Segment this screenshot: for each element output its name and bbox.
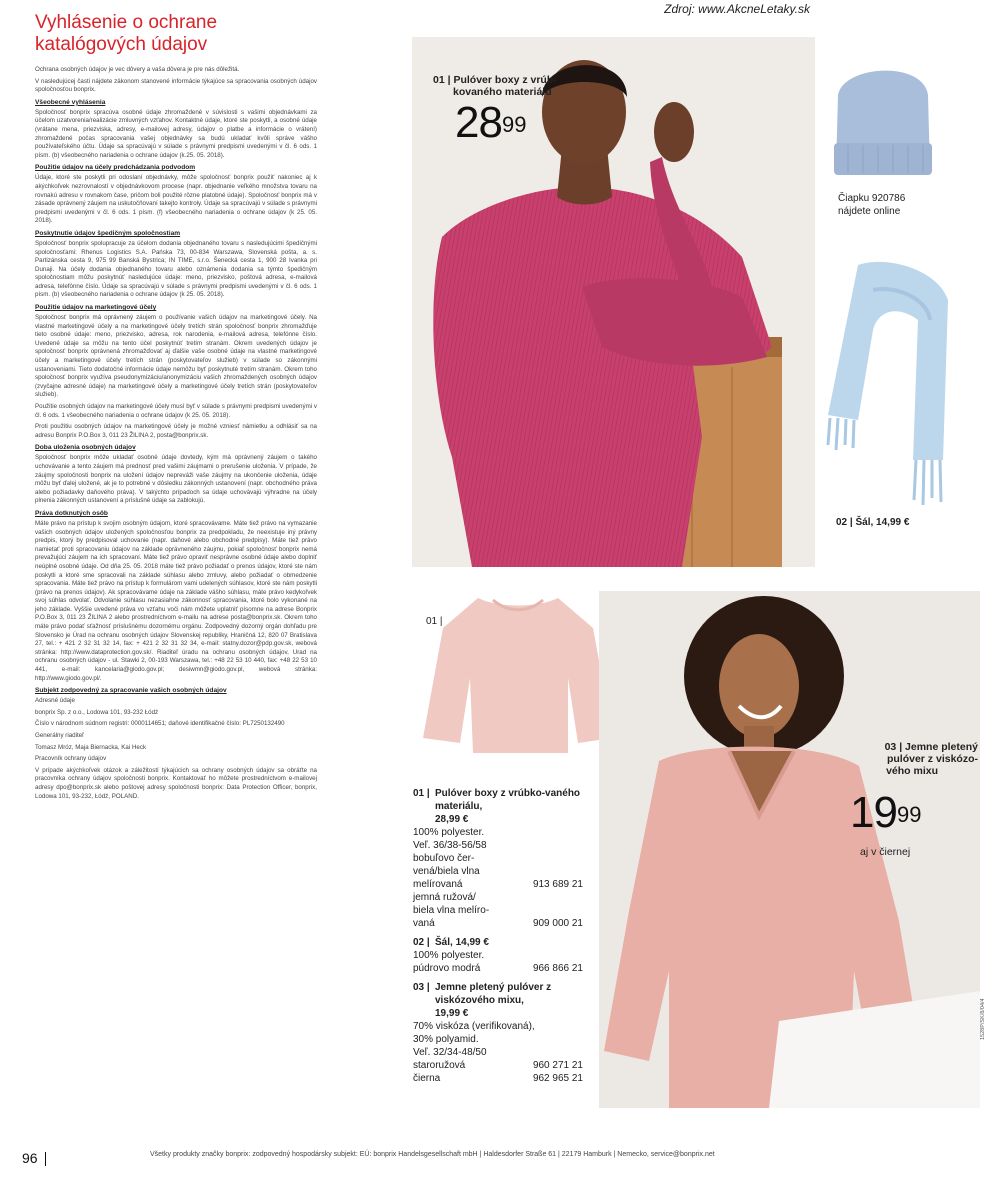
page-number: 96 bbox=[22, 1150, 38, 1166]
beanie-image bbox=[828, 55, 938, 190]
section-heading: Práva dotknutých osôb bbox=[35, 509, 108, 517]
section-paragraph: bonprix Sp. z o.o., Lodowa 101, 93-232 Łódź bbox=[35, 708, 159, 716]
section-paragraph: V prípade akýchkoľvek otázok a záležitostí týkajúcich sa ochrany osobných údajov sa obráťte na pracovníka ochrany údajov spoločnosti bonprix. Kontaktovať ho môžete prostredníctvom e-mailovej adresy dpo@bonprix.sk alebo poštovej adresy spoločnosti bonprix: Data Protection Officer, bonprix, Lodowa 101, 93-232, Łódź, POLAND. bbox=[35, 766, 317, 800]
section-paragraph: Použitie osobných údajov na marketingové účely musí byť v súlade s právnymi predpismi uvedenými v čl. 6 ods. 1 všeobecného nariadenia o ochrane údajov (k 25. 05. 2018). bbox=[35, 403, 317, 419]
section-paragraph: Proti použitiu osobných údajov na marketingové účely je možné vzniesť námietku a odhlásiť sa na adresu Bonprix P.O.Box 3, 011 23 ŽILINA 2, posta@bonprix.sk. bbox=[35, 423, 317, 439]
model-photo-pink-vneck bbox=[599, 591, 980, 1108]
section-paragraph: Číslo v národnom súdnom registri: 0000114651; daňové identifikačné číslo: PL7250132490 bbox=[35, 720, 285, 728]
product3-price: $19^{99}$ bbox=[850, 788, 922, 837]
product-detail-item: 01 | Pulóver boxy z vrúbko-vaného materiálu, 28,99 € 100% polyester. Veľ. 36/38-56/58 bobuľovo čer- vená/biela vlna melírovaná 913 689 21 jemná ružová/ biela vlna melíro- vaná 909 000 21 bbox=[413, 788, 583, 929]
section-paragraph: Spoločnosť bonprix má oprávnený záujem o používanie vašich údajov na marketingové účely. Na vlastné marketingové účely a na marketingové účely tretích strán spoločnosť bonprix zhromažďuje tieto osobné údaje: meno, priezvisko, adresa, rok narodenia, e-mailová adresa, telefónne číslo. Uvedené údaje sa môžu na tento účel poskytnúť tretím stranám. Okrem uvedených údajov je spoločnosť bonprix oprávnená zhromažďovať aj ďalšie vaše osobné údaje na vlastné marketingové účely a marketingové účely tretích strán (poskytovateľov služieb) v súlade so zákonnými ustanoveniami. Tieto dodatočné informácie údaje nemôžu byť poskytnuté tretím stranám. Okrem toho spoločnosť bonprix využíva pseudonymizáciu/anonymizáciu vašich zhromaždených osobných údajov (zvyčajne adresné údaje) na marketingové účely a marketingové účely tretích strán (poskytovateľov služieb). bbox=[35, 314, 317, 399]
privacy-notice bbox=[35, 12, 317, 804]
section-paragraph: Spoločnosť bonprix spolupracuje za účelom dodania objednaného tovaru s nasledujúcimi špedičnými spoločnosťami: Rhenus Logistics S.A. Pańska 73, 00-834 Warszawa, Slovenská pošta, a. s. Partizánska cesta 9, 975 99 Banská Bystrica; IN TIME, s.r.o. Šenecká cesta 1, 900 28 Ivanka pri Dunaji. Na účely dodania objednaného tovaru alebo oznámenia dodania sa týmto špedičným spoločnostiam môžu poskytnúť nasledujúce údaje: meno, priezvisko, poštová adresa, e-mailová adresa, telefónne číslo. Údaje sa spracúvajú v súlade s právnymi predpismi uvedenými v čl. 6 ods. 1 písm. (b) všeobecného nariadenia o ochrane údajov (k 25. 05. 2018). bbox=[35, 239, 317, 299]
intro-paragraph: Ochrana osobných údajov je vec dôvery a vaša dôvera je pre nás dôležitá. bbox=[35, 66, 240, 73]
section-heading: Použitie údajov na marketingové účely bbox=[35, 304, 157, 312]
scarf-caption: 02 | Šál, 14,99 € bbox=[836, 517, 910, 528]
section-paragraph: Tomasz Mróz, Maja Biernacka, Kai Heck bbox=[35, 743, 147, 751]
color-note: aj v čiernej bbox=[860, 846, 911, 858]
source-watermark: Zdroj: www.AkcneLetaky.sk bbox=[664, 2, 810, 16]
flat-pink-sweater-image bbox=[418, 588, 618, 758]
beanie-caption: Čiapku 920786 nájdete online bbox=[838, 193, 906, 217]
section-paragraph: Údaje, ktoré ste poskytli pri odoslaní objednávky, môže spoločnosť bonprix použiť nakoniec aj k akýchkoľvek nezrovnalostí v objednávkovom procese (napr. objednanie veľkého množstva tovaru na rovnakú adresu v rovnakom čase, pričom boli použité rôzne platobné údaje). Spoločnosť bonprix má v zásade oprávnený záujem na uskutočňovaní takejto kontroly. Údaje sa spracúvajú v súlade s právnymi predpismi uvedenými v čl. 6 ods. 1 písm. (f) všeobecného nariadenia o ochrane údajov (k 25. 05. 2018). bbox=[35, 174, 317, 225]
section-paragraph: Adresné údaje bbox=[35, 697, 75, 705]
product-detail-item: 03 | Jemne pletený pulóver z viskózového mixu, 19,99 € 70% viskóza (verifikovaná), 30% polyamid. Veľ. 32/34-48/50 staroružová 960 271 21 čierna 962 965 21 bbox=[413, 982, 583, 1084]
product1-price: $28^{99}$ bbox=[455, 98, 527, 147]
section-heading: Použitie údajov na účely predchádzania podvodom bbox=[35, 164, 196, 172]
section-paragraph: Spoločnosť bonprix spracúva osobné údaje zhromaždené v súvislosti s vašimi objednávkami za účelom uzatvorenia/realizácie zmluvných vzťahov. Kontaktné údaje, ktoré ste poskytli, a osobné údaje (vrátane mena, priezviska, adresy, e-mailovej adresy, údajov o platbe a informácie o vrátení) zhromaždené počas spracovania vašej objednávky sa budú ukladať kvôli správe vášho používateľského účtu. Údaje sa spracúvajú v súlade s právnymi predpismi uvedenými v čl. 6 ods. 1 písm. (b) všeobecného nariadenia o ochrane údajov (k.25. 05. 2018). bbox=[35, 108, 317, 159]
scarf-image bbox=[818, 260, 958, 510]
section-heading: Subjekt zodpovedný za spracovanie vašich osobných údajov bbox=[35, 687, 227, 695]
section-paragraph: Generálny riaditeľ bbox=[35, 732, 84, 739]
footer-legal-text: Všetky produkty značky bonprix: zodpovedný hospodársky subjekt: EÚ: bonprix Handelsgesellschaft mbH | Haldesdorfer Straße 61 | 22179 Hamburk | Nemecko, service@bonprix.net bbox=[150, 1151, 715, 1158]
section-heading: Poskytnutie údajov špedičným spoločnostiam bbox=[35, 229, 181, 237]
product1-price-tag: 01 | Pulóver boxy z vrúb- kovaného materiálu $28^{99}$ bbox=[433, 74, 557, 147]
section-paragraph: Pracovník ochrany údajov bbox=[35, 755, 107, 763]
section-heading: Všeobecné vyhlásenia bbox=[35, 98, 106, 106]
privacy-title: Vyhlásenie o ochrane katalógových údajov bbox=[35, 12, 218, 55]
section-paragraph: Máte právo na prístup k svojim osobným údajom, ktoré spracovávame. Máte tiež právo na vymazanie vašich osobných údajov uložených spoločnosťou bonprix za predpokladu, že neexistuje iný právny predpis, ktorý by predpisoval uchovanie (napr. daňové alebo obchodné predpisy). Máte tiež právo namietať proti spracovaniu údajov na základe oprávneného záujmu, pokiaľ spoločnosť bonprix nemá prevažujúci záujem na ich spracovaní. Máte tiež právo opraviť nesprávne osobné údaje alebo doplniť neúplné osobné údaje. Od dňa 25. 05. 2018 máte tiež právo požiadať o prenos údajov, ktoré ste nám poskytli a ktoré sme spracovali na základe súhlasu alebo zmluvy, alebo požiadať o obmedzenie spracovania. Máte tiež právo na prístup k formulárom vami udelených súhlasov, ktoré ste nám poskytli (právo na prenos údajov). Ak spracovávame údaje na základe vášho súhlasu, máte právo kedykoľvek svoj súhlas odvolať. Odvolanie súhlasu nezasiahne zákonnosť spracovania, ktoré bolo vykonané na jeho základe. Vyššie uvedené práva vo vzťahu voči nám môžete uplatniť písomne na adrese Bonprix P.O.Box 3, 011 23 ŽILINA 2 alebo prostredníctvom e-mailu na adrese posta@bonprix.sk. Okrem toho máte právo podať sťažnosť príslušnému dozornému orgánu. Zodpovedný dozorný orgán dohľadu pre Slovensko je Úrad na ochranu osobných údajov Slovenskej republiky, Hraničná 12, 820 07 Bratislava 27, tel.: + 421 2 32 31 32 14, fax: + 421 2 32 31 32 34, e-mail: statny.dozor@pdp.gov.sk, webová stránka: http://www.dataprotection.gov.sk/. Riaditeľ úradu na ochranu osobných údajov, Urad na ochranu osobných údajov - ul. Stawki 2, 00-193 Warszawa, tel.: +48 22 53 10 440, fax: +48 22 53 10 441, e-mail: kancelaria@giodo.gov.pl; desiwmn@giodo.gov.pl, webová stránka: http://www.giodo.gov.pl/. bbox=[35, 519, 317, 682]
catalog-code: 1528P/SK/8/04/4 bbox=[980, 998, 986, 1040]
intro-paragraph: V nasledujúcej časti nájdete zákonom stanovené informácie týkajúce sa spracovania osobných údajov spoločnosťou bonprix. bbox=[35, 77, 317, 94]
product-details-list bbox=[413, 787, 583, 1091]
section-heading: Doba uloženia osobných údajov bbox=[35, 444, 136, 452]
product3-price-tag: 03 | Jemne pletený pulóver z viskózo- vého mixu bbox=[884, 741, 978, 777]
flat-sweater-badge: 01 | bbox=[426, 616, 443, 627]
section-paragraph: Spoločnosť bonprix môže ukladať osobné údaje dovtedy, kým má oprávnený záujem o takého uchovávanie a tento záujem má prednosť pred vašimi záujmami o prerušenie uloženia. V prípade, že záujmy spoločnosti bonprix na uložení údajov nepreváži vaše záujmy na ukončenie uloženia, údaje môžu byť ďalej uložené, ak je to potrebné v dôsledku zákonných ustanovení (napr. obchodného práva alebo požiadavky daňového práva). V takýchto prípadoch sa údaje uchovávajú výhradne na účely plnenia zákonných ustanovení a príslušné údaje sa zablokujú. bbox=[35, 454, 317, 505]
product-detail-item: 02 | Šál, 14,99 € 100% polyester. púdrovo modrá 966 866 21 bbox=[413, 937, 583, 974]
